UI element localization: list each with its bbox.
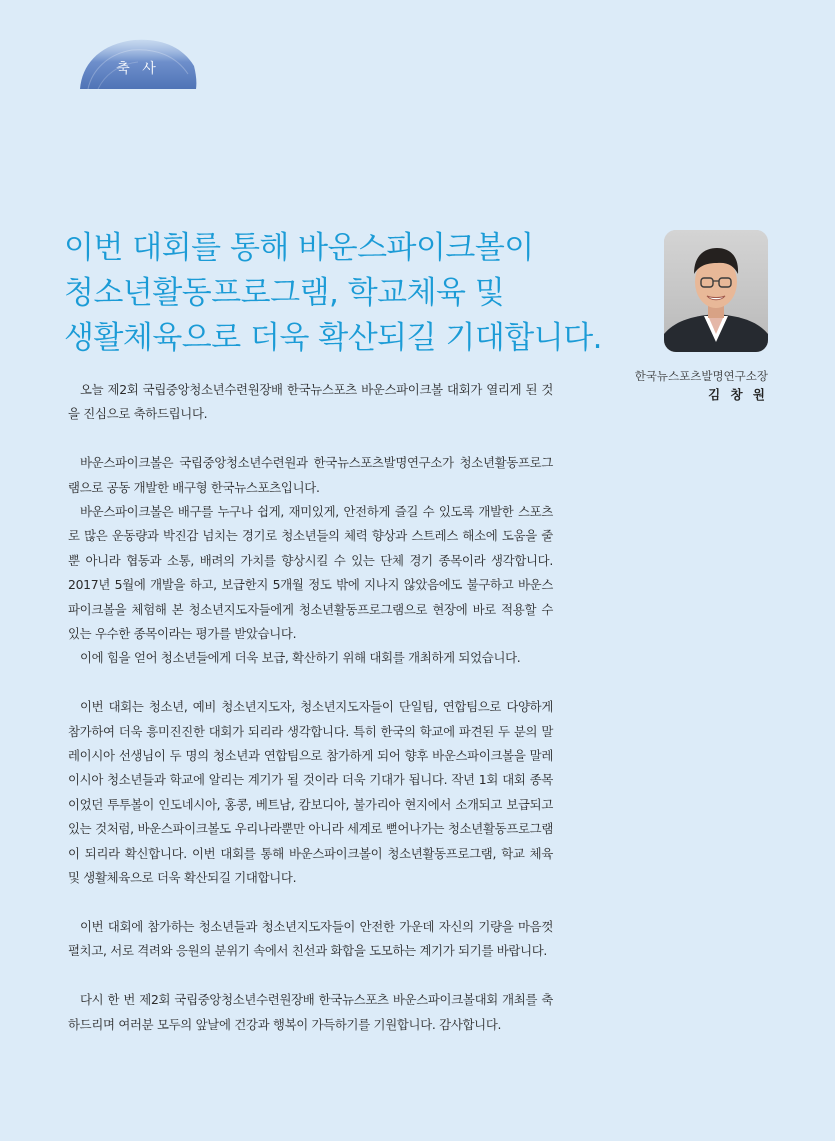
headline-line-1: 이번 대회를 통해 바운스파이크볼이 <box>64 230 534 266</box>
section-badge-label: 축 사 <box>116 61 160 77</box>
headline-line-3: 생활체육으로 더욱 확산되길 기대합니다. <box>64 320 602 356</box>
author-photo-illustration <box>664 230 768 352</box>
headline-line-2: 청소년활동프로그램, 학교체육 및 <box>64 275 505 311</box>
paragraph-4: 이에 힘을 얻어 청소년들에게 더욱 보급, 확산하기 위해 대회를 개최하게 되었습니다. <box>80 650 521 666</box>
paragraph-6: 이번 대회에 참가하는 청소년들과 청소년지도자들이 안전한 가운데 자신의 기량을 마음껏 펼치고, 서로 격려와 응원의 분위기 속에서 친선과 화합을 도모하는 계기가 되기를 바랍니다. <box>68 918 553 959</box>
author-name: 김 창 원 <box>708 387 768 402</box>
paragraph-1: 오늘 제2회 국립중앙청소년수련원장배 한국뉴스포츠 바운스파이크볼 대회가 열리게 된 것을 진심으로 축하드립니다. <box>68 382 553 422</box>
body-text <box>68 378 553 1037</box>
page-headline <box>64 226 624 361</box>
paragraph-2: 바운스파이크볼은 국립중앙청소년수련원과 한국뉴스포츠발명연구소가 청소년활동프로그램으로 공동 개발한 배구형 한국뉴스포츠입니다. <box>68 455 553 495</box>
author-portrait <box>664 230 768 352</box>
paragraph-7: 다시 한 번 제2회 국립중앙청소년수련원장배 한국뉴스포츠 바운스파이크볼대회 개최를 축하드리며 여러분 모두의 앞날에 건강과 행복이 가득하기를 기원합니다. 감사합니다. <box>68 992 553 1032</box>
author-title: 한국뉴스포츠발명연구소장 <box>634 369 768 383</box>
paragraph-5: 이번 대회는 청소년, 예비 청소년지도자, 청소년지도자들이 단일팀, 연합팀으로 다양하게 참가하여 더욱 흥미진진한 대회가 되리라 생각합니다. 특히 한국의 학교에 파견된 두 분의 말레이시아 선생님이 두 명의 청소년과 연합팀으로 참가하게 되어 향후 바운스파이크볼을 말레이시아 청소년들과 학교에 알리는 계기가 될 것이라 더욱 기대가 됩니다. 작년 1회 대회 종목이었던 투투볼이 인도네시아, 홍콩, 베트남, 캄보디아, 불가리아 현지에서 소개되고 보급되고 있는 것처럼, 바운스파이크볼도 우리나라뿐만 아니라 세계로 뻗어나가는 청소년활동프로그램이 되리라 확신합니다. 이번 대회를 통해 바운스파이크볼이 청소년활동프로그램, 학교 체육 및 생활체육으로 더욱 확산되길 기대합니다. <box>68 699 553 886</box>
section-badge <box>78 36 198 90</box>
paragraph-3: 바운스파이크볼은 배구를 누구나 쉽게, 재미있게, 안전하게 즐길 수 있도록 개발한 스포츠로 많은 운동량과 박진감 넘치는 경기로 청소년들의 체력 향상과 스트레스 해소에 도움을 줄 뿐 아니라 협동과 소통, 배려의 가치를 향상시킬 수 있는 단체 경기 종목이라 생각합니다. 2017년 5월에 개발을 하고, 보급한지 5개월 정도 밖에 지나지 않았음에도 불구하고 바운스파이크볼을 체험해 본 청소년지도자들에게 청소년활동프로그램으로 현장에 바로 적용할 수 있는 우수한 종목이라는 평가를 받았습니다. <box>68 504 553 642</box>
